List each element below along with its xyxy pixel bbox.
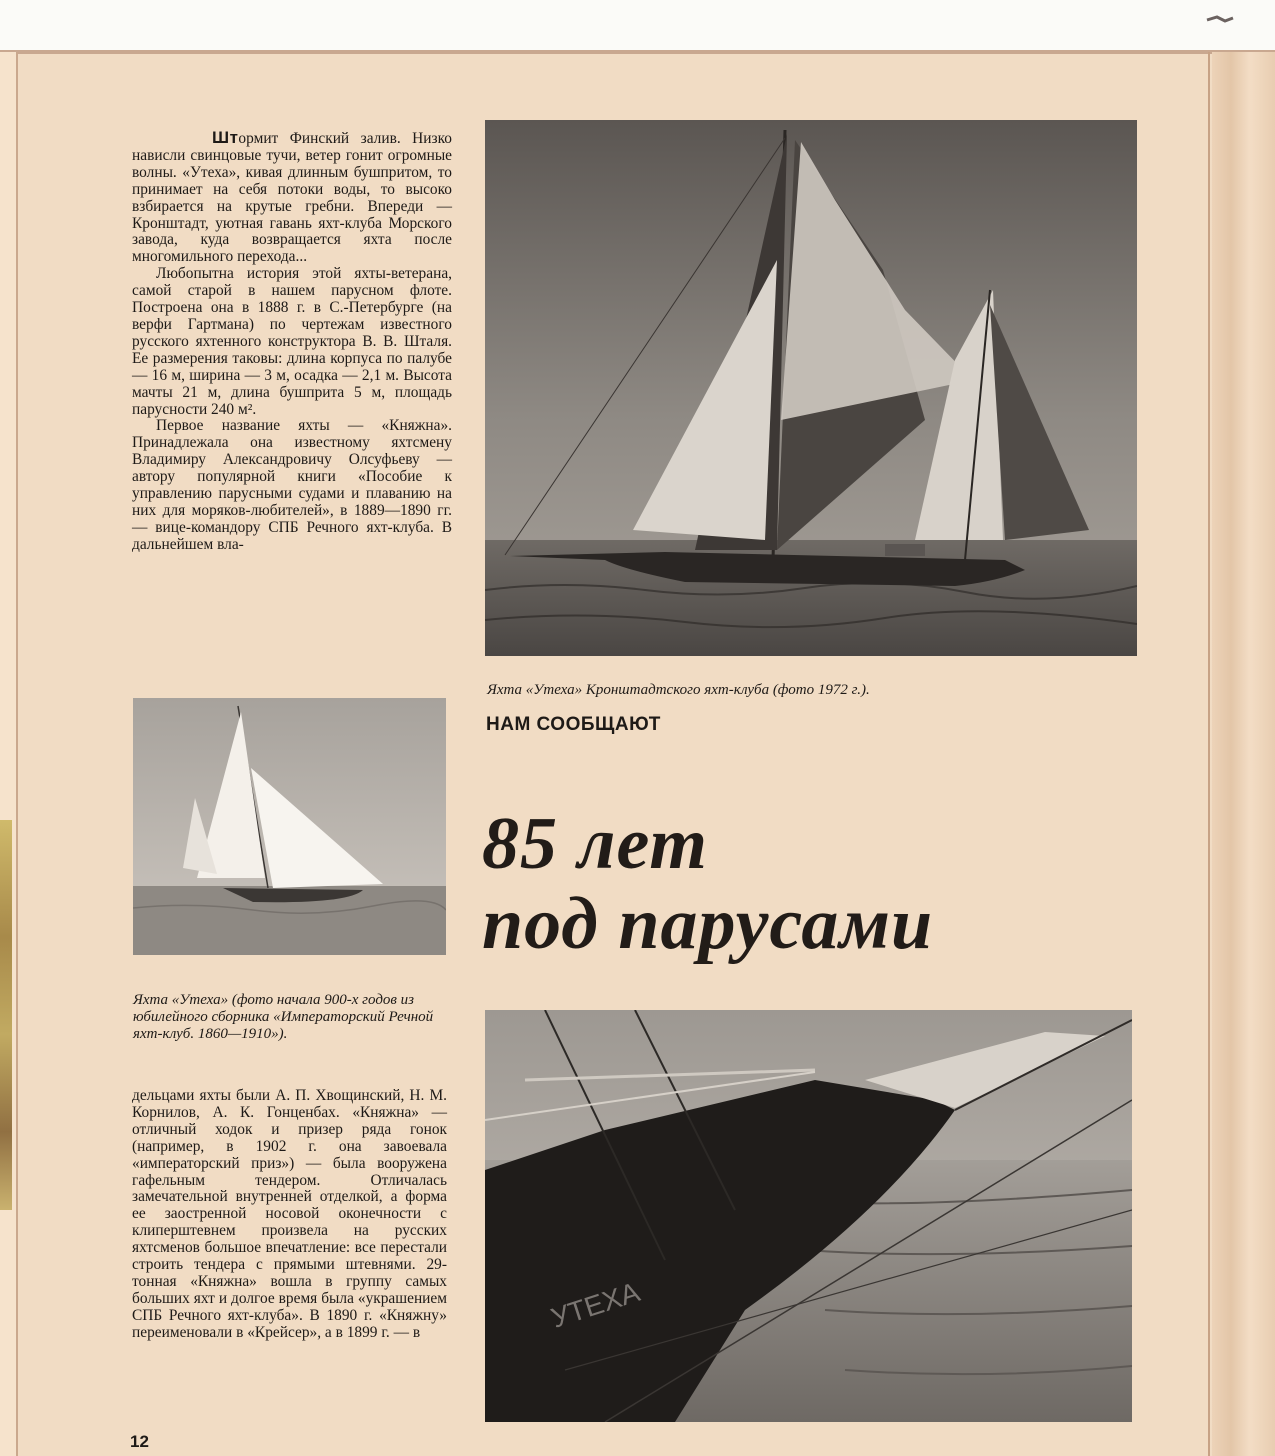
bow-name-lettering: УТЕХА: [547, 1276, 644, 1334]
spine-fold-line: [1208, 52, 1210, 1456]
historic-yacht-photo: [133, 698, 446, 955]
adjacent-page-illustration: [0, 820, 12, 1210]
historic-photo-caption: Яхта «Утеха» (фото начала 900-х годов из юбилейного сборника «Императорский Речной яхт-клуб. 1860—1910»).: [133, 992, 434, 1042]
previous-page-edge: [0, 52, 18, 1456]
article-paragraph-4: дельцами яхты были А. П. Хвощинский, Н. М. Корнилов, А. К. Гонценбах. «Княжна» — отличный ходок и призер ряда гонок (например, в 1902 г. она завоевала «императорский приз») — была вооружена гафельным тендером. Отличалась замечательной внутренней отделкой, а форма ее заостренной носовой оконечности с клиперштевнем произвела на русских яхтсменов большое впечатление: все перестали строить тендера с прямыми штевнями. 29-тонная «Княжна» вошла в группу самых больших яхт и долгое время была «украшением СПБ Речного яхт-клуба». В 1890 г. «Княжну» переименовали в «Крейсер», а в 1899 г. — в: [132, 1087, 447, 1341]
article-column-bottom: [132, 1088, 447, 1342]
article-paragraph-3: Первое название яхты — «Княжна». Принадлежала она известному яхтсмену Владимиру Александровичу Олсуфьеву — автору популярной книги «Пособие к управлению парусными судами и плаванию на них для моряков-любителей», в 1889—1890 гг. — вице-командору СПБ Речного яхт-клуба. В дальнейшем вла-: [132, 417, 452, 553]
scan-top-margin: [0, 0, 1275, 52]
section-label: НАМ СООБЩАЮТ: [486, 714, 661, 735]
book-spine: [1212, 52, 1275, 1456]
page-top-edge: [0, 50, 1275, 54]
scan-speck: [1205, 12, 1235, 26]
article-paragraph-1: Штормит Финский залив. Низко нависли свинцовые тучи, ветер гонит огромные волны. «Утеха», кивая длинным бушпритом, то принимает на себя потоки воды, то высоко взбирается на крутые гребни. Впереди — Кронштадт, уютная гавань яхт-клуба Морского завода, куда возвращается яхта после многомильного перехода...: [132, 128, 452, 266]
article-column-top: [132, 130, 452, 554]
dropcap: Шт: [212, 128, 239, 147]
headline: 85 лет под парусами: [482, 803, 934, 965]
main-photo-caption: Яхта «Утеха» Кронштадтского яхт-клуба (фото 1972 г.).: [487, 682, 870, 698]
bow-photo: [485, 1010, 1132, 1422]
main-yacht-photo: [485, 120, 1137, 656]
page-number: 12: [130, 1432, 149, 1451]
article-paragraph-2: Любопытна история этой яхты-ветерана, самой старой в нашем парусном флоте. Построена она в 1888 г. в С.-Петербурге (на верфи Гартмана) по чертежам известного русского яхтенного конструктора В. В. Шталя. Ее размерения таковы: длина корпуса по палубе — 16 м, ширина — 3 м, осадка — 2,1 м. Высота мачты 21 м, длина бушприта 5 м, площадь парусности 240 м².: [132, 265, 452, 418]
